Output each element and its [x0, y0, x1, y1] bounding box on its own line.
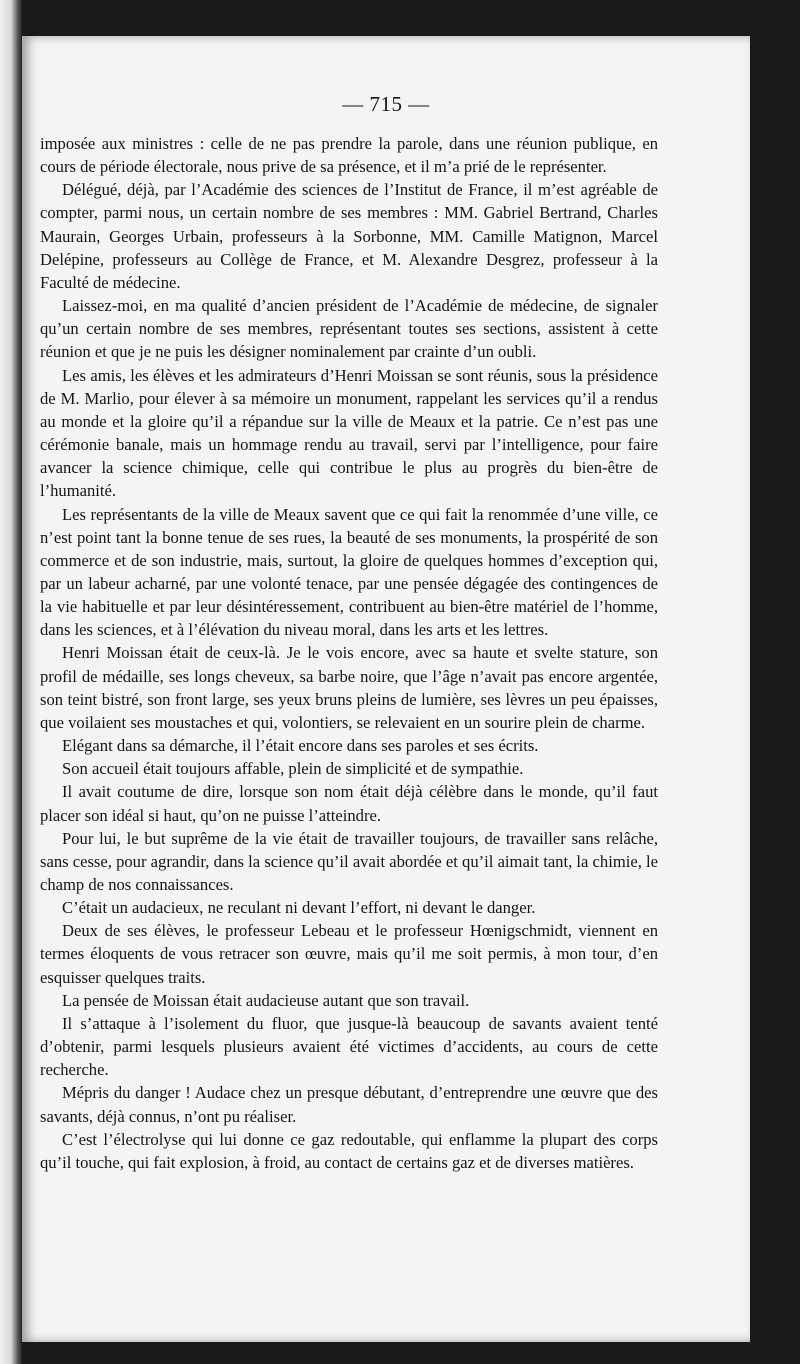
- paragraph-ideal: Il avait coutume de dire, lorsque son nom était déjà célèbre dans le monde, qu’il faut placer son idéal si haut, qu’on ne puisse l’atteindre.: [40, 782, 658, 825]
- body-text: [40, 132, 658, 1174]
- paragraph-travail: Pour lui, le but suprême de la vie était de travailler toujours, de travailler sans relâche, sans cesse, pour agrandir, dans la science qu’il avait abordée et qu’il aimait tant, la chimie, le champ de nos connaissances.: [40, 828, 658, 894]
- facing-page-edge: [0, 0, 22, 1364]
- paragraph-delegation: Délégué, déjà, par l’Académie des sciences de l’Institut de France, il m’est agréable de compter, parmi nous, un certain nombre de ses membres : MM. Gabriel Bertrand, Charles Maurain, Georges Urbain, professeurs à la Sorbonne, MM. Camille Matignon, Marcel Delépine, professeurs au Collège de France, et M. Alexandre Desgrez, professeur à la Faculté de médecine.: [40, 180, 658, 292]
- page-number: — 715 —: [342, 92, 430, 116]
- paragraph-monument: Les amis, les élèves et les admirateurs d’Henri Moissan se sont réunis, sous la présidence de M. Marlio, pour élever à sa mémoire un monument, rappelant les services qu’il a rendus au monde et la gloire qu’il a répandue sur la ville de Meaux et la patrie. Ce n’est pas une cérémonie banale, mais un hommage rendu au travail, servi par l’intelligence, pour faire avancer la science chimique, celle qui contribue le plus au progrès du bien-être de l’humanité.: [40, 365, 658, 501]
- paragraph-meaux: Les représentants de la ville de Meaux savent que ce qui fait la renommée d’une ville, ce n’est point tant la bonne tenue de ses rues, la beauté de ses monuments, la prospérité de son commerce et de son industrie, mais, surtout, la gloire de quelques hommes d’exception qui, par un labeur acharné, par une volonté tenace, par une pensée dégagée des contingences de la vie habituelle et par leur désintéressement, contribuent au bien-être matériel de l’homme, dans les sciences, et à l’élévation du niveau moral, dans les arts et les lettres.: [40, 504, 658, 640]
- paragraph-elegant: Elégant dans sa démarche, il l’était encore dans ses paroles et ses écrits.: [62, 736, 539, 756]
- paragraph-eleves: Deux de ses élèves, le professeur Lebeau et le professeur Hœnigschmidt, viennent en termes éloquents de vous retracer son œuvre, mais qu’il me soit permis, à mon tour, d’en esquisser quelques traits.: [40, 921, 658, 987]
- paragraph-mepris: Mépris du danger ! Audace chez un presque débutant, d’entreprendre une œuvre que des savants, déjà connus, n’ont pu réaliser.: [40, 1083, 658, 1126]
- paragraph-accueil: Son accueil était toujours affable, plein de simplicité et de sympathie.: [62, 759, 524, 779]
- paragraph-pensee: La pensée de Moissan était audacieuse autant que son travail.: [62, 990, 470, 1010]
- paragraph-portrait: Henri Moissan était de ceux-là. Je le vois encore, avec sa haute et svelte stature, son profil de médaille, ses longs cheveux, sa barbe noire, que l’âge n’avait pas encore argentée, son teint bistré, son front large, ses yeux bruns pleins de lumière, ses lèvres un peu épaisses, que voilaient ses moustaches et qui, volontiers, se relevaient en un sourire plein de charme.: [40, 643, 658, 732]
- book-page: [22, 36, 750, 1342]
- paragraph-continuation: imposée aux ministres : celle de ne pas prendre la parole, dans une réunion publique, en cours de période électorale, nous prive de sa présence, et il m’a prié de le représenter.: [40, 134, 658, 177]
- paragraph-fluor: Il s’attaque à l’isolement du fluor, que jusque-là beaucoup de savants avaient tenté d’obtenir, parmi lesquels plusieurs avaient été victimes d’accidents, au cours de cette recherche.: [40, 1013, 658, 1080]
- paragraph-academie-medecine: Laissez-moi, en ma qualité d’ancien président de l’Académie de médecine, de signaler qu’un certain nombre de ses membres, représentant toutes ses sections, assistent à cette réunion et que je ne puis les désigner nominalement par crainte d’un oubli.: [40, 296, 658, 362]
- paragraph-electrolyse: C’est l’électrolyse qui lui donne ce gaz redoutable, qui enflamme la plupart des corps qu’il touche, qui fait explosion, à froid, au contact de certains gaz et de diverses matières.: [40, 1129, 658, 1172]
- paragraph-audacieux: C’était un audacieux, ne reculant ni devant l’effort, ni devant le danger.: [62, 898, 536, 918]
